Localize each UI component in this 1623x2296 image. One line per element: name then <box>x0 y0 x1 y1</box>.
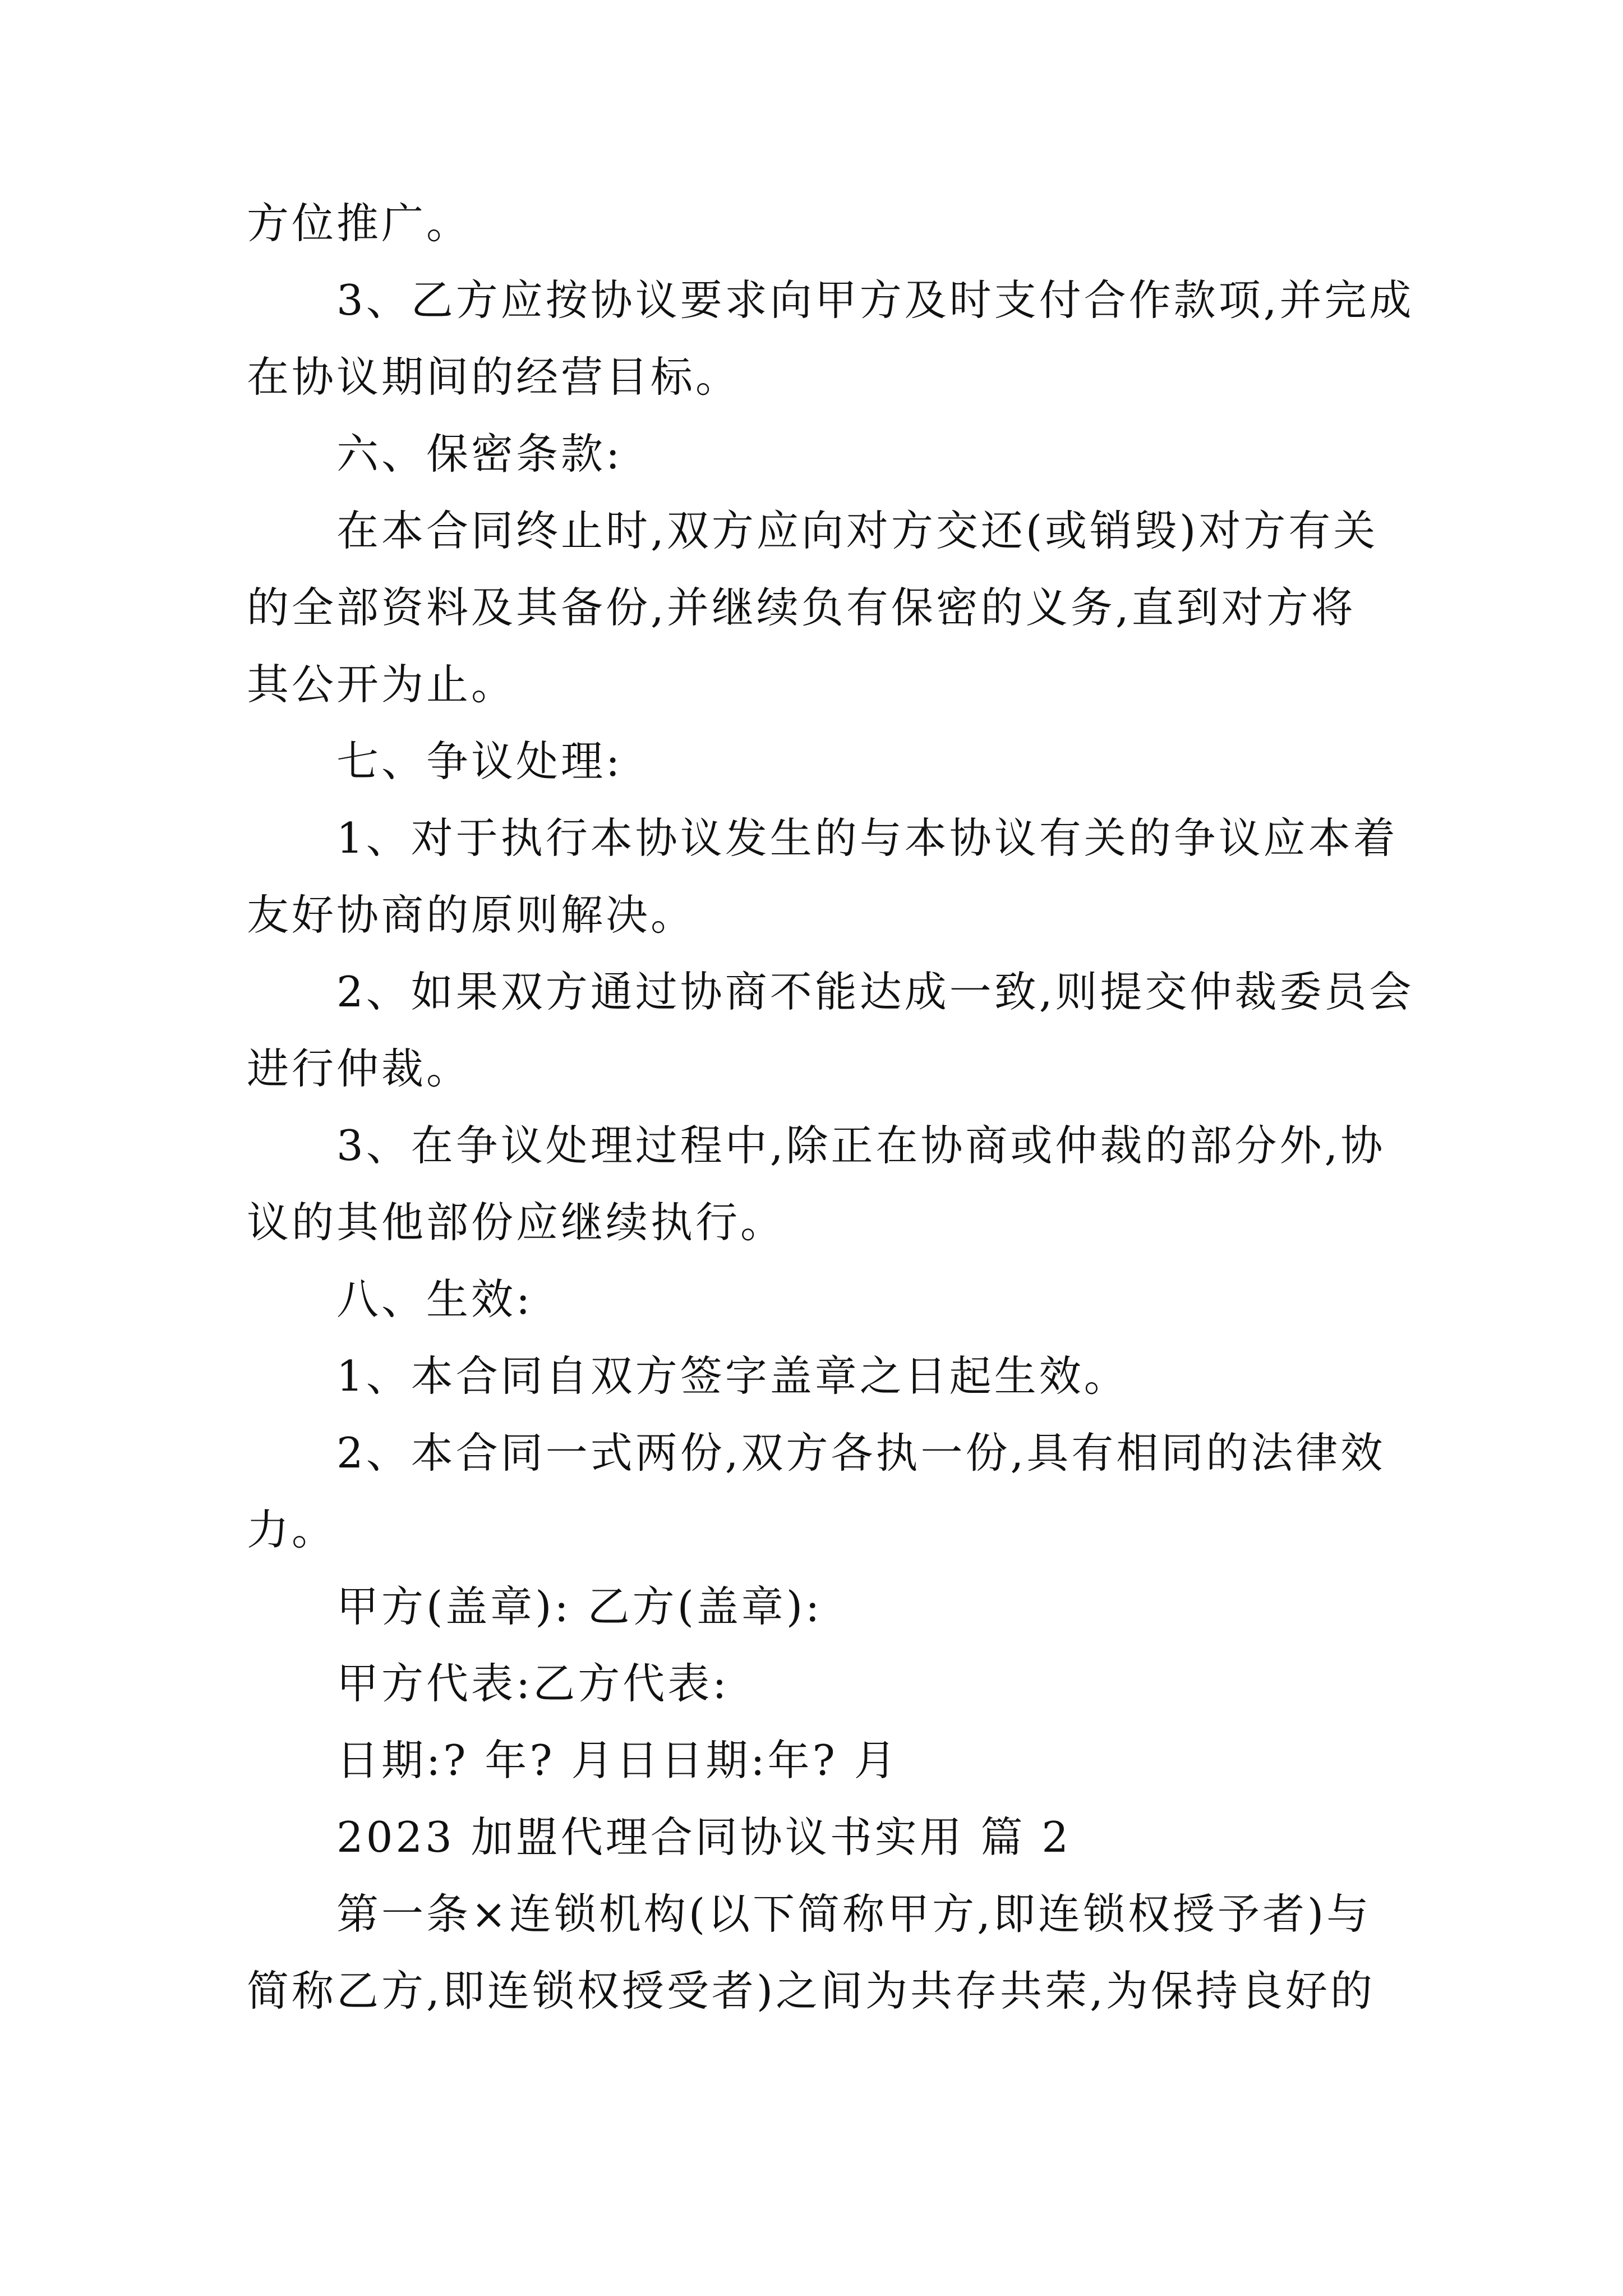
body-line: 力。 <box>247 1505 337 1554</box>
body-line: 进行仲裁。 <box>247 1044 472 1093</box>
body-line: 在协议期间的经营目标。 <box>247 352 741 402</box>
body-line: 简称乙方,即连锁权授受者)之间为共存共荣,为保持良好的 <box>247 1966 1375 2016</box>
body-line: 议的其他部份应继续执行。 <box>247 1198 786 1247</box>
body-line: 1、本合同自双方签字盖章之日起生效。 <box>336 1351 1129 1401</box>
body-line: 2、本合同一式两份,双方各执一份,具有相同的法律效 <box>336 1428 1386 1478</box>
signature-party-seal-line: 甲方(盖章): 乙方(盖章): <box>336 1582 823 1631</box>
body-line: 的全部资料及其备份,并继续负有保密的义务,直到对方将 <box>247 583 1356 632</box>
body-line: 第一条×连锁机构(以下简称甲方,即连锁权授予者)与 <box>336 1889 1372 1939</box>
body-line: 其公开为止。 <box>247 660 517 709</box>
article-title: 2023 加盟代理合同协议书实用 篇 2 <box>336 1812 1072 1862</box>
section-heading-dispute: 七、争议处理: <box>336 737 623 786</box>
signature-date-line: 日期:? 年? 月日日期:年? 月 <box>336 1736 899 1785</box>
body-line: 3、在争议处理过程中,除正在协商或仲裁的部分外,协 <box>336 1121 1386 1170</box>
body-line: 2、如果双方通过协商不能达成一致,则提交仲裁委员会 <box>336 967 1414 1016</box>
body-line: 友好协商的原则解决。 <box>247 890 696 940</box>
body-line: 3、乙方应按协议要求向甲方及时支付合作款项,并完成 <box>336 275 1414 325</box>
document-body <box>247 185 1414 2030</box>
signature-representative-line: 甲方代表:乙方代表: <box>336 1659 730 1708</box>
body-line: 方位推广。 <box>247 199 472 248</box>
body-line: 在本合同终止时,双方应向对方交还(或销毁)对方有关 <box>336 506 1378 555</box>
section-heading-effectiveness: 八、生效: <box>336 1274 533 1324</box>
section-heading-confidentiality: 六、保密条款: <box>336 429 623 478</box>
body-line: 1、对于执行本协议发生的与本协议有关的争议应本着 <box>336 813 1398 863</box>
